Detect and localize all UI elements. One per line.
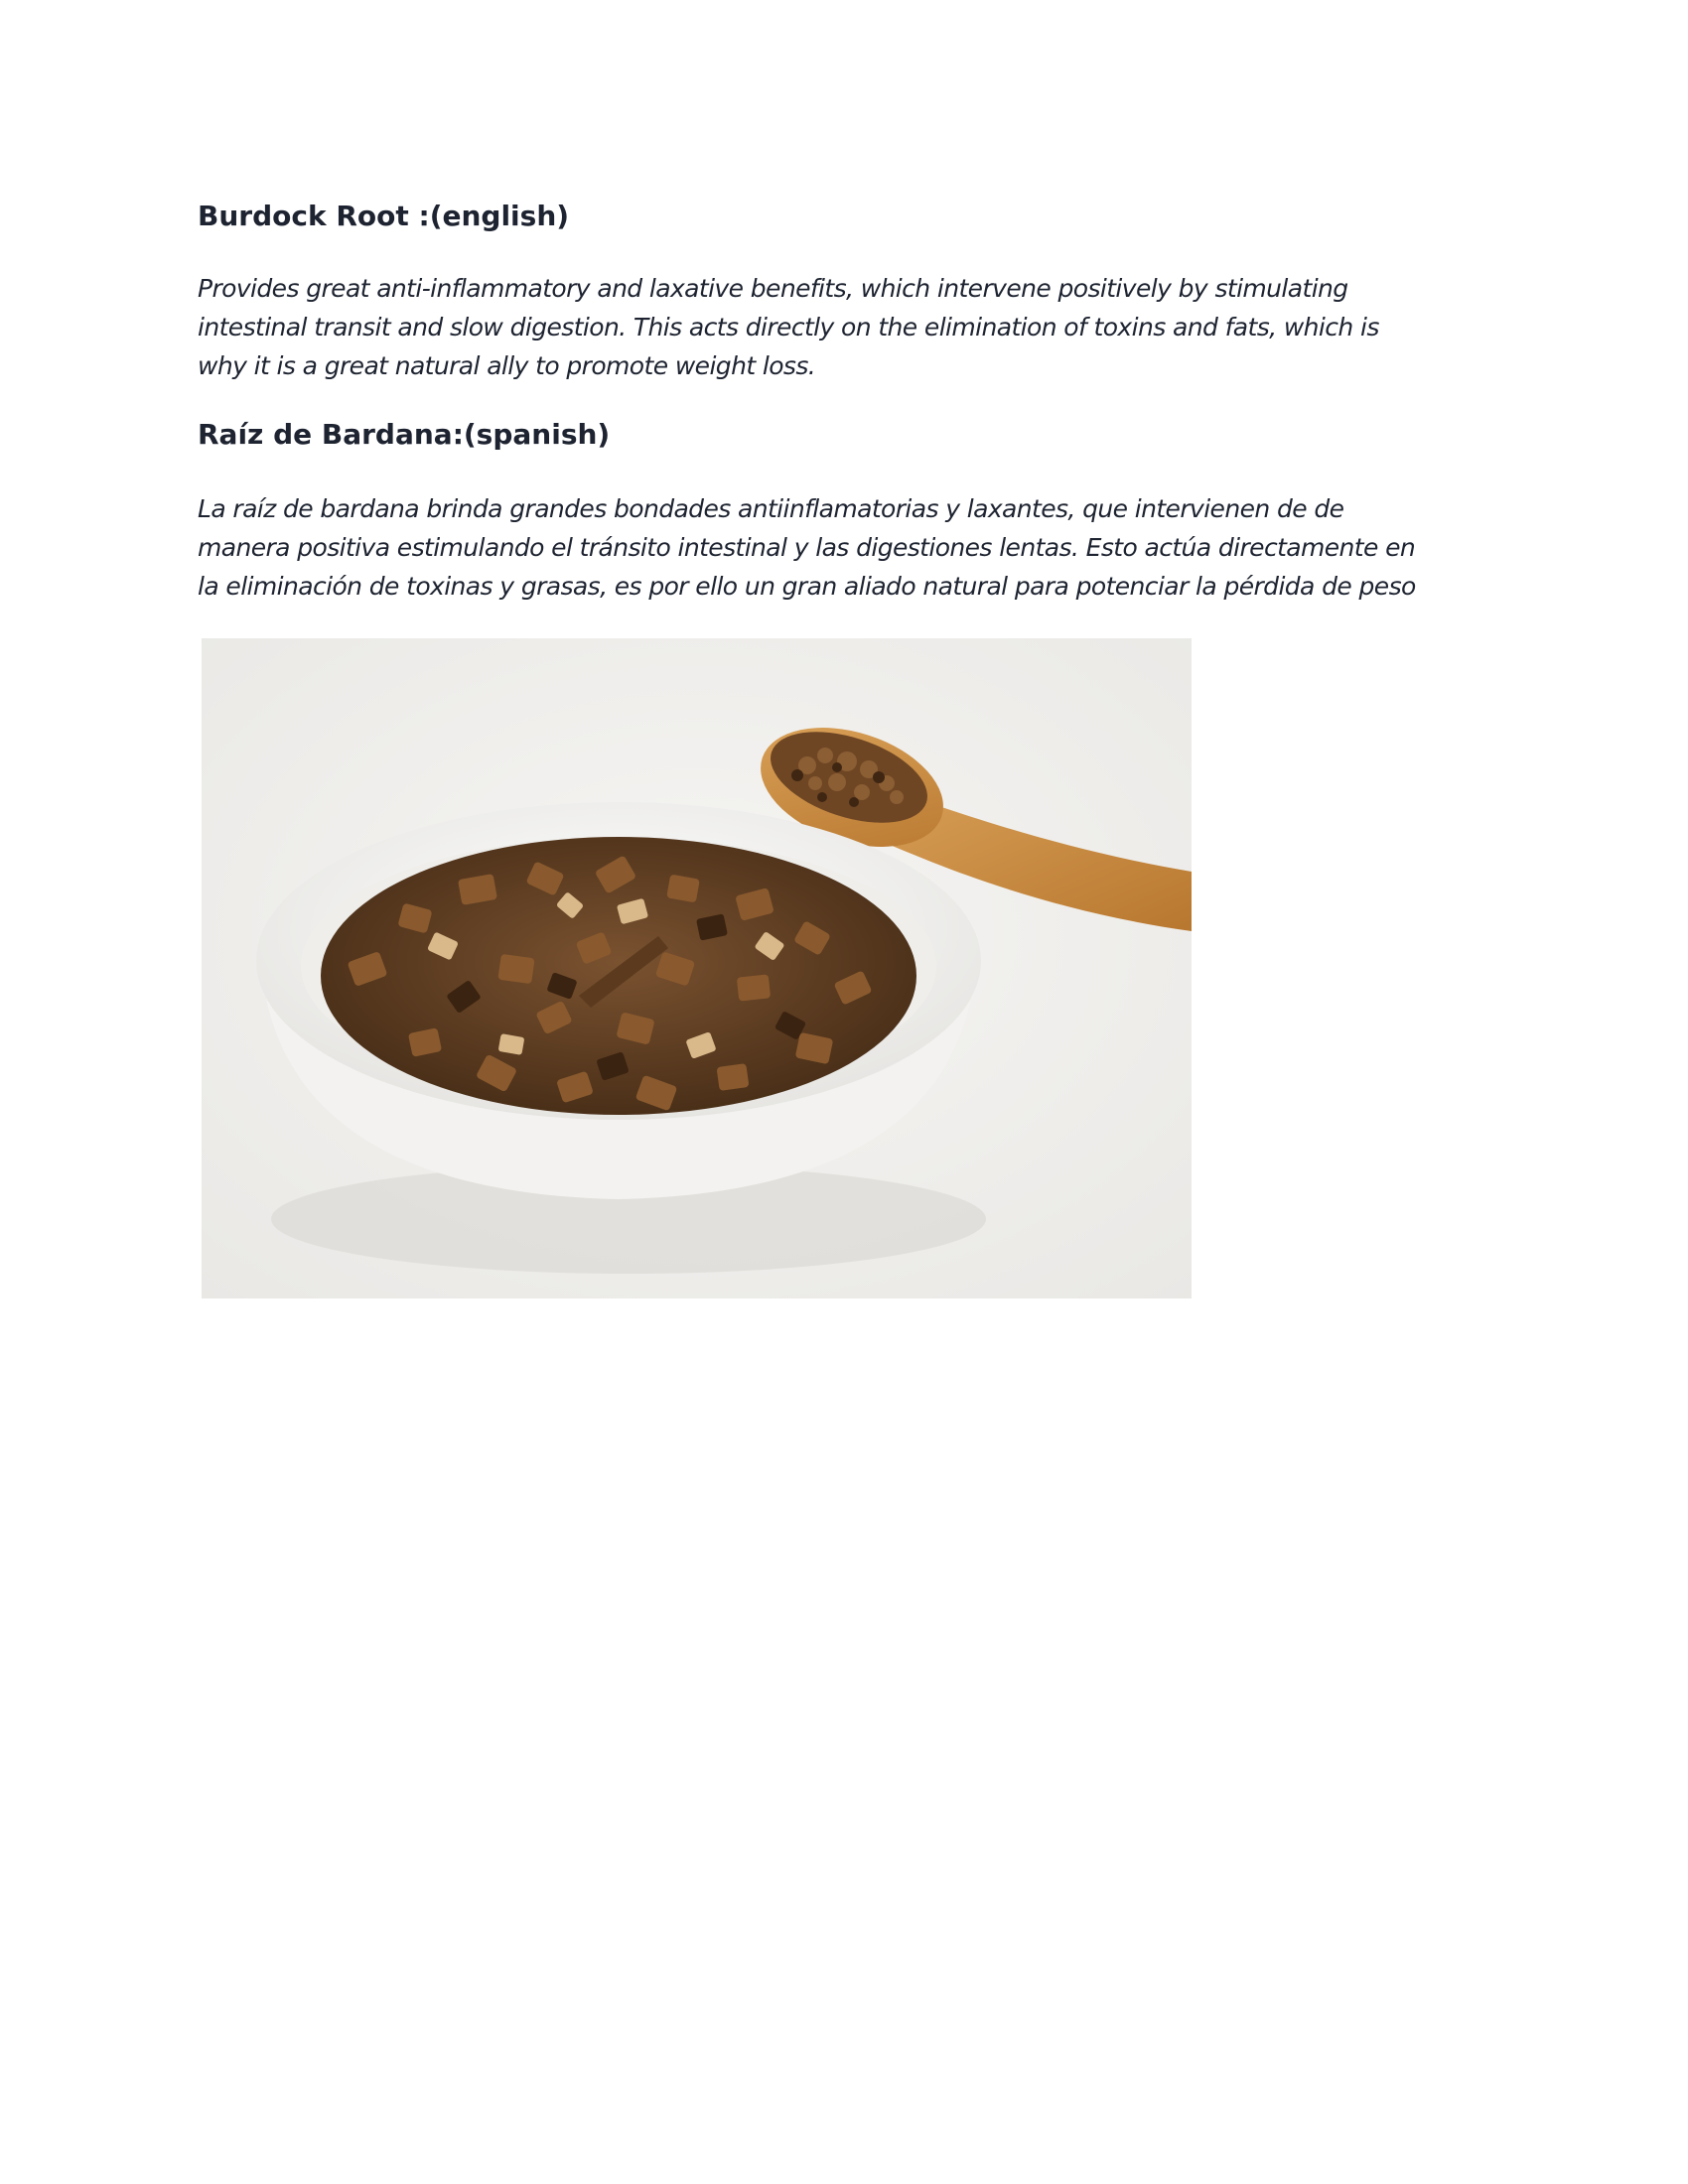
burdock-root-pile [321,837,916,1115]
english-line: why it is a great natural ally to promote weight loss. [198,351,816,380]
english-heading: Burdock Root :(english) [198,200,570,232]
english-line: Provides great anti-inflammatory and laxative benefits, which intervene positively by stimulating [198,274,1348,303]
english-paragraph [198,269,1498,385]
english-line: intestinal transit and slow digestion. This acts directly on the elimination of toxins and fats, which is [198,313,1379,341]
burdock-root-photo [202,638,1192,1298]
spanish-line: manera positiva estimulando el tránsito intestinal y las digestiones lentas. Esto actúa directamente en [198,533,1416,562]
spanish-line: la eliminación de toxinas y grasas, es por ello un gran aliado natural para potenciar la pérdida de peso [198,572,1416,601]
spanish-line: La raíz de bardana brinda grandes bondades antiinflamatorias y laxantes, que intervienen de de [198,494,1344,523]
spanish-heading: Raíz de Bardana:(spanish) [198,418,611,451]
spanish-paragraph [198,489,1498,606]
